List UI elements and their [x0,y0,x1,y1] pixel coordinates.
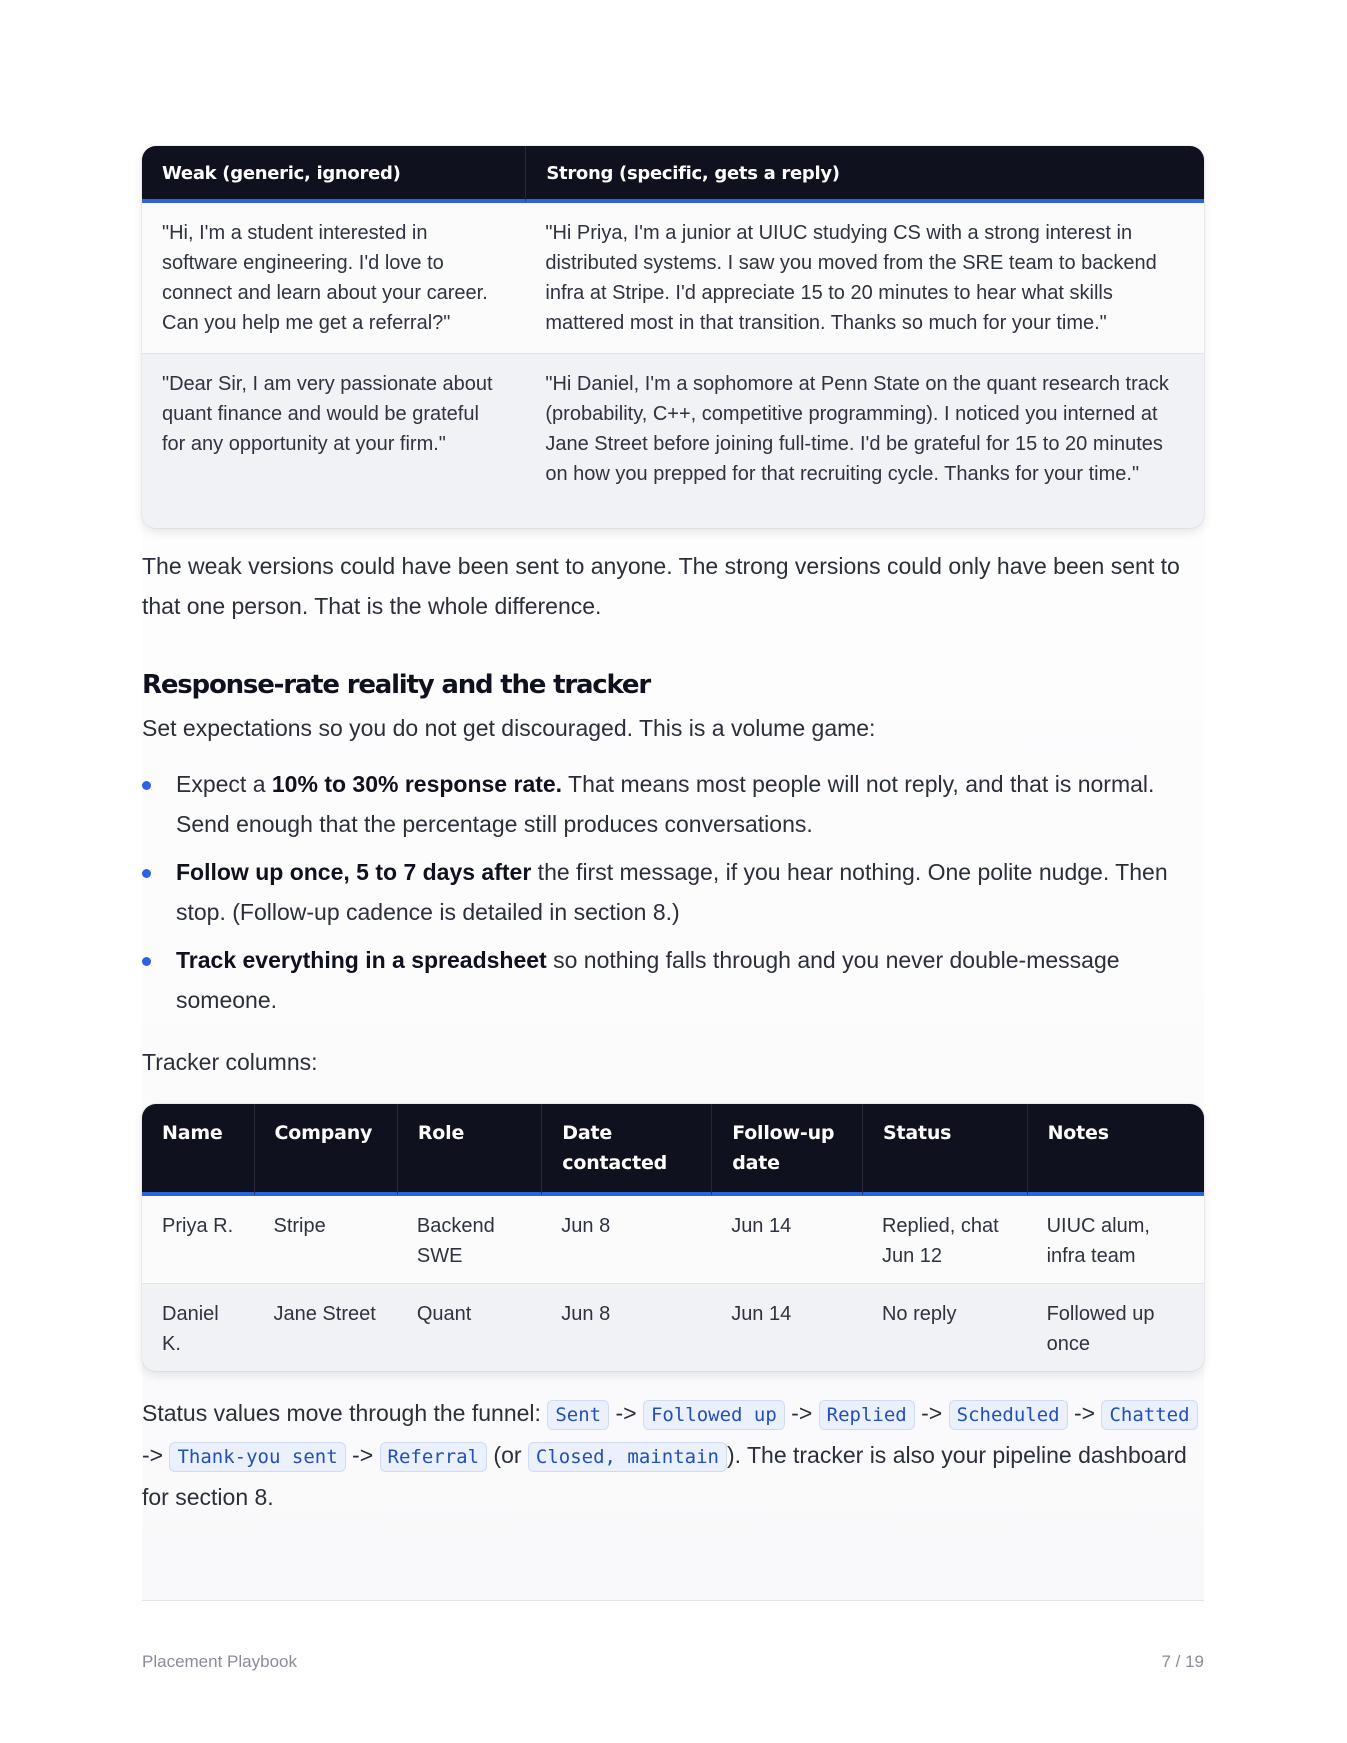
header-name: Name [142,1104,254,1196]
header-notes: Notes [1027,1104,1204,1196]
strong-example: "Hi Daniel, I'm a sophomore at Penn State on the quant research track (probability, C++, competitive programming). I noticed you interned at Jane Street before joining full-time. I'd be grateful for 15 to 20 minutes on how you prepped for that recruiting cycle. Thanks for your time." [525,353,1204,528]
list-item [142,852,1204,932]
cell-follow-up-date: Jun 14 [711,1196,862,1283]
header-weak: Weak (generic, ignored) [142,146,525,203]
arrow: -> [914,1400,949,1426]
bullet-rest: so nothing falls through and you never double-message someone. [176,947,1120,1013]
status-code: Chatted [1101,1400,1197,1430]
tracker-table [142,1104,1204,1371]
status-code: Closed, maintain [528,1442,727,1472]
bullet-icon [142,869,151,878]
status-code: Thank-you sent [169,1442,345,1472]
tracker-label: Tracker columns: [142,1049,318,1075]
list-item [142,940,1204,1020]
cell-status: No reply [862,1283,1027,1371]
section-heading: Response-rate reality and the tracker [142,670,650,700]
table-row [142,203,1204,353]
bullet-list [142,764,1204,1020]
strong-example: "Hi Priya, I'm a junior at UIUC studying CS with a strong interest in distributed systems. I saw you moved from the SRE team to backend infra at Stripe. I'd appreciate 15 to 20 minutes to hear what skills mattered most in that transition. Thanks so much for your time." [525,203,1204,353]
arrow: -> [784,1400,819,1426]
bullet-icon [142,957,151,966]
cell-follow-up-date: Jun 14 [711,1283,862,1371]
footer-divider [142,1600,1204,1601]
funnel-prefix: Status values move through the funnel: [142,1400,548,1426]
arrow: -> [345,1442,380,1468]
cell-role: Quant [397,1283,541,1371]
header-status: Status [862,1104,1027,1196]
cell-notes: UIUC alum, infra team [1027,1196,1204,1283]
bullet-bold: 10% to 30% response rate. [271,771,563,797]
status-code: Replied [819,1400,915,1430]
message-examples-table [142,146,1204,528]
weak-example: "Dear Sir, I am very passionate about quant finance and would be grateful for any opportunity at your firm." [142,353,525,528]
header-company: Company [254,1104,397,1196]
footer-doc-title: Placement Playbook [142,1652,297,1671]
arrow: -> [1067,1400,1102,1426]
section-intro: Set expectations so you do not get discouraged. This is a volume game: [142,715,876,741]
bullet-icon [142,781,151,790]
header-date-contacted: Date contacted [541,1104,711,1196]
page-footer [142,1652,1204,1672]
arrow: -> [142,1442,170,1468]
table-header-row [142,146,1204,203]
bullet-bold: Track everything in a spreadsheet [176,947,547,973]
status-code: Referral [380,1442,488,1472]
bullet-lead: Expect a [176,771,272,797]
status-code: Followed up [643,1400,785,1430]
bullet-rest: That means most people will not reply, and that is normal. Send enough that the percentage still produces conversations. [176,771,1155,837]
cell-name: Daniel K. [142,1283,254,1371]
table-row [142,1283,1204,1371]
table-header-row [142,1104,1204,1196]
cell-status: Replied, chat Jun 12 [862,1196,1027,1283]
alt-open: (or [487,1442,528,1468]
cell-date-contacted: Jun 8 [541,1196,711,1283]
bullet-rest: the first message, if you hear nothing. One polite nudge. Then stop. (Follow-up cadence is detailed in section 8.) [176,859,1168,925]
table-row [142,1196,1204,1283]
cell-date-contacted: Jun 8 [541,1283,711,1371]
funnel-suffix: The tracker is also your pipeline dashboard for section 8. [142,1442,1187,1510]
page-number: 7 / 19 [1161,1652,1204,1671]
status-code: Scheduled [949,1400,1068,1430]
arrow: -> [609,1400,643,1426]
cell-company: Stripe [254,1196,397,1283]
table-row [142,353,1204,528]
cell-company: Jane Street [254,1283,397,1371]
alt-close: ). [726,1442,742,1468]
cell-name: Priya R. [142,1196,254,1283]
page-content [142,146,1204,1601]
cell-role: Backend SWE [397,1196,541,1283]
bullet-bold: Follow up once, 5 to 7 days after [176,859,532,885]
cell-notes: Followed up once [1027,1283,1204,1371]
header-follow-up-date: Follow-up date [711,1104,862,1196]
list-item [142,764,1204,844]
status-code: Sent [547,1400,609,1430]
header-role: Role [397,1104,541,1196]
summary-paragraph: The weak versions could have been sent to anyone. The strong versions could only have been sent to that one person. That is the whole difference. [142,553,1180,619]
header-strong: Strong (specific, gets a reply) [525,146,1204,203]
funnel-paragraph [142,1393,1204,1517]
weak-example: "Hi, I'm a student interested in software engineering. I'd love to connect and learn about your career. Can you help me get a referral?" [142,203,525,353]
